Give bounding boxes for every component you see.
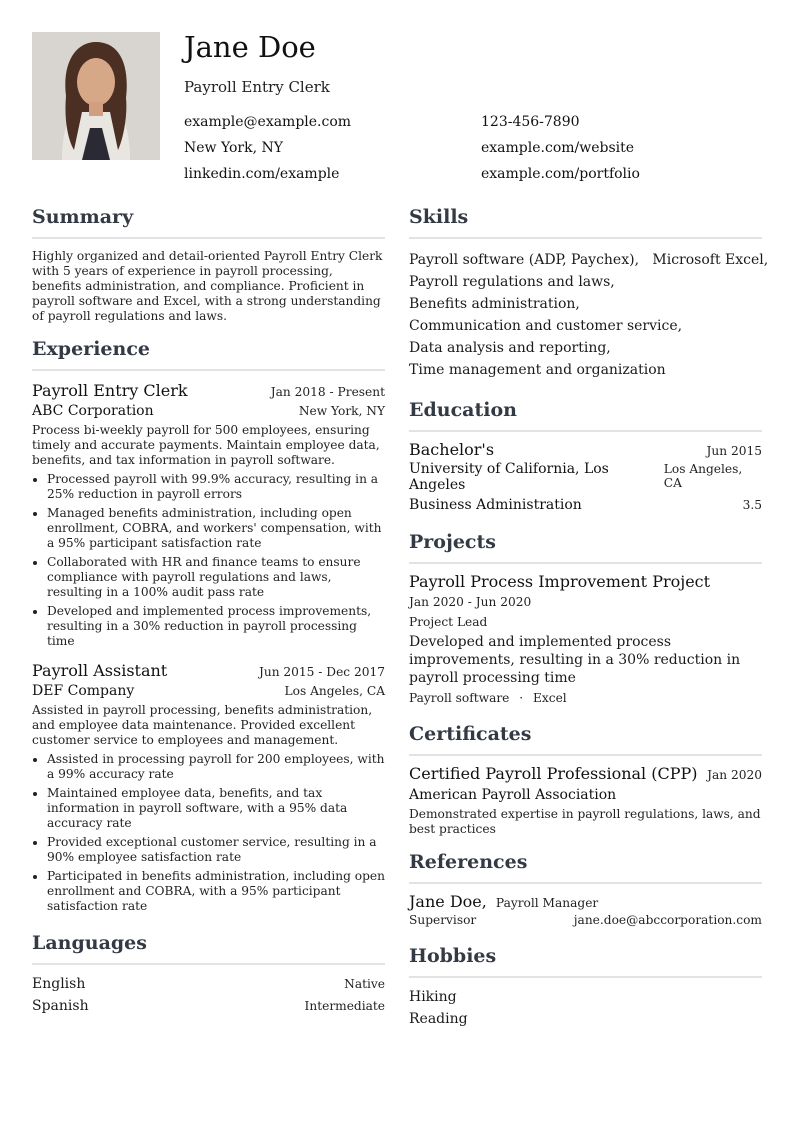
left-column <box>32 206 385 1017</box>
certificate-issuer: American Payroll Association <box>409 787 617 803</box>
reference-relation: Supervisor <box>409 913 477 927</box>
contact-email[interactable]: example@example.com <box>184 114 352 130</box>
education-item <box>409 440 762 513</box>
projects-heading: Projects <box>409 531 762 564</box>
education-date: Jun 2015 <box>706 444 762 458</box>
achievement-item: • Collaborated with HR and finance teams to ensure compliance with payroll regulations and laws, resulting in a 100% audit pass rate <box>47 555 385 600</box>
project-tool: Payroll software <box>409 691 510 705</box>
job-title: Payroll Entry Clerk <box>32 381 188 400</box>
tool-separator: · <box>519 691 524 705</box>
language-row <box>32 973 385 995</box>
reference-email[interactable]: jane.doe@abccorporation.com <box>573 913 762 927</box>
achievement-item: • Maintained employee data, benefits, and tax information in payroll software, with a 95% data accuracy rate <box>47 786 385 831</box>
hobby-item: Hiking <box>409 989 457 1005</box>
certificate-date: Jan 2020 <box>707 768 762 782</box>
right-column <box>409 206 769 1030</box>
portrait-image <box>32 32 160 160</box>
contact-linkedin[interactable]: linkedin.com/example <box>184 166 340 182</box>
candidate-name: Jane Doe <box>184 30 316 64</box>
job-location: Los Angeles, CA <box>284 684 385 698</box>
skills-list <box>409 249 769 381</box>
project-description: Developed and implemented process improvements, resulting in a 30% reduction in payroll processing time <box>409 634 741 686</box>
achievement-item: • Assisted in processing payroll for 200 employees, with a 99% accuracy rate <box>47 752 385 782</box>
job-description: Process bi-weekly payroll for 500 employees, ensuring timely and accurate payments. Maintain employee data, benefits, and tax information in payroll software. <box>32 423 380 467</box>
achievement-item: • Provided exceptional customer service, resulting in a 90% employee satisfaction rate <box>47 835 385 865</box>
contact-website[interactable]: example.com/website <box>481 140 635 156</box>
skill-line: Payroll software (ADP, Paychex), Microsoft Excel, <box>409 252 769 268</box>
job-achievements <box>32 472 385 649</box>
hobbies-list <box>409 986 762 1030</box>
project-tools <box>409 691 762 705</box>
job-description: Assisted in payroll processing, benefits administration, and employee data maintenance. Provided excellent customer service to employees and management. <box>32 703 373 747</box>
skills-heading: Skills <box>409 206 762 239</box>
education-heading: Education <box>409 399 762 432</box>
references-heading: References <box>409 851 762 884</box>
skill-line: Communication and customer service, <box>409 318 683 334</box>
language-row <box>32 995 385 1017</box>
job-company: ABC Corporation <box>32 403 154 419</box>
contact-portfolio[interactable]: example.com/portfolio <box>481 166 640 182</box>
gpa: 3.5 <box>742 498 762 512</box>
skill-line: Time management and organization <box>409 362 666 378</box>
hobbies-heading: Hobbies <box>409 945 762 978</box>
language-level: Intermediate <box>304 999 385 1013</box>
contact-phone[interactable]: 123-456-7890 <box>481 114 580 130</box>
reference-position: Payroll Manager <box>495 896 599 910</box>
languages-list <box>32 973 385 1017</box>
profile-photo <box>32 32 160 160</box>
contact-location: New York, NY <box>184 140 283 156</box>
achievement-item: • Developed and implemented process improvements, resulting in a 30% reduction in payroll processing time <box>47 604 385 649</box>
reference-name: Jane Doe, <box>409 892 487 911</box>
school: University of California, Los Angeles <box>409 461 609 493</box>
achievement-item: • Processed payroll with 99.9% accuracy, resulting in a 25% reduction in payroll errors <box>47 472 385 502</box>
skill-line: Benefits administration, <box>409 296 580 312</box>
skill-line: Data analysis and reporting, <box>409 340 611 356</box>
candidate-role: Payroll Entry Clerk <box>184 78 330 96</box>
reference-item <box>409 892 762 927</box>
project-tool: Excel <box>533 691 567 705</box>
language-level: Native <box>344 977 385 991</box>
job-achievements <box>32 752 385 914</box>
summary-text: Highly organized and detail-oriented Payroll Entry Clerk with 5 years of experience in payroll processing, benefits administration, and compliance. Proficient in payroll software and Excel, with a strong understanding of payroll regulations and laws. <box>32 249 383 323</box>
school-location: Los Angeles, CA <box>663 462 743 490</box>
job-title: Payroll Assistant <box>32 661 168 680</box>
certificate-item <box>409 764 762 837</box>
job-company: DEF Company <box>32 683 135 699</box>
certificates-heading: Certificates <box>409 723 762 756</box>
hobby-item: Reading <box>409 1011 468 1027</box>
project-item <box>409 572 762 705</box>
language-name: English <box>32 976 86 992</box>
languages-heading: Languages <box>32 932 385 965</box>
experience-heading: Experience <box>32 338 385 371</box>
degree: Bachelor's <box>409 440 495 459</box>
job-dates: Jan 2018 - Present <box>270 385 385 399</box>
language-name: Spanish <box>32 998 89 1014</box>
project-name: Payroll Process Improvement Project <box>409 572 711 591</box>
achievement-item: • Participated in benefits administration, including open enrollment and COBRA, with a 95% participant satisfaction rate <box>47 869 385 914</box>
job-dates: Jun 2015 - Dec 2017 <box>258 665 385 679</box>
experience-item <box>32 381 385 649</box>
summary-heading: Summary <box>32 206 385 239</box>
skill-line: Payroll regulations and laws, <box>409 274 615 290</box>
certificate-name: Certified Payroll Professional (CPP) <box>409 764 698 783</box>
job-location: New York, NY <box>298 404 385 418</box>
achievement-item: • Managed benefits administration, including open enrollment, COBRA, and workers' compensation, with a 95% participant satisfaction rate <box>47 506 385 551</box>
project-dates: Jan 2020 - Jun 2020 <box>409 595 532 609</box>
field-of-study: Business Administration <box>409 497 582 513</box>
project-role: Project Lead <box>409 615 488 629</box>
certificate-description: Demonstrated expertise in payroll regulations, laws, and best practices <box>409 807 761 836</box>
experience-item <box>32 661 385 914</box>
